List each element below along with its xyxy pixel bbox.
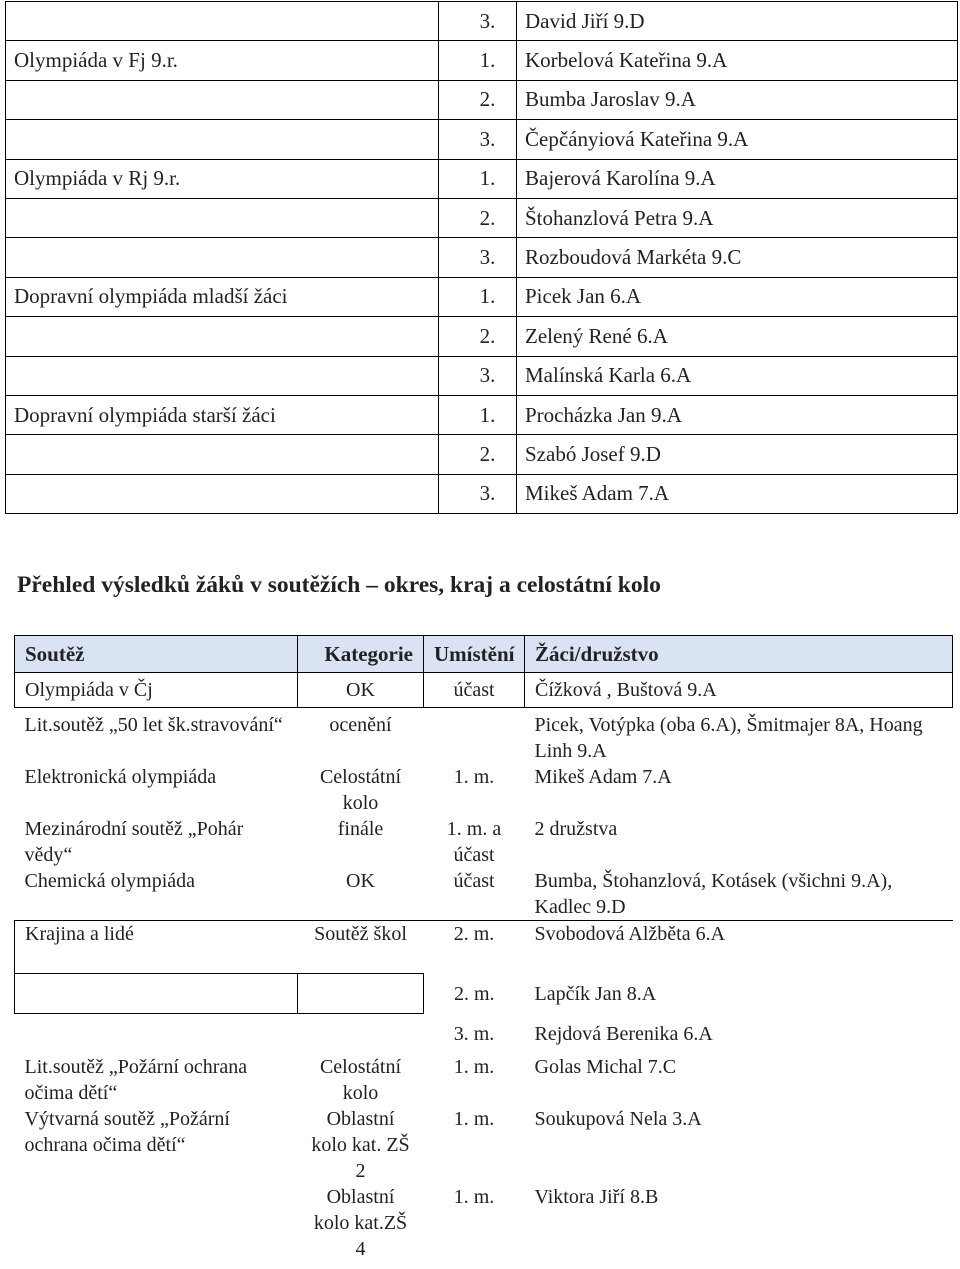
row-placement: 1. m. — [453, 1055, 495, 1078]
row-competition: Olympiáda v Čj — [15, 673, 298, 708]
result-place: 2. — [439, 198, 517, 237]
row-category: Oblastní kolo kat. ZŠ 2 — [311, 1107, 410, 1182]
row-students: Soukupová Nela 3.A — [534, 1107, 702, 1130]
row-competition: Mezinárodní soutěž „Pohár vědy“ — [24, 818, 244, 866]
row-competition: Lit.soutěž „50 let šk.stravování“ — [24, 714, 283, 736]
result-competition: Dopravní olympiáda mladší žáci — [6, 277, 439, 316]
header-placement: Umístění — [424, 636, 525, 673]
result-place: 2. — [439, 80, 517, 119]
row-competition — [15, 1184, 298, 1262]
results-row — [6, 277, 958, 316]
result-competition — [6, 356, 439, 395]
overview-row — [15, 1014, 953, 1054]
result-student: Čepčányiová Kateřina 9.A — [517, 120, 958, 159]
row-students: Mikeš Adam 7.A — [534, 766, 672, 788]
row-competition — [15, 974, 298, 1014]
result-competition — [6, 474, 439, 513]
row-placement — [424, 712, 525, 764]
row-placement: 2. m. — [453, 982, 495, 1005]
results-row — [6, 435, 958, 474]
result-student: Korbelová Kateřina 9.A — [517, 41, 958, 80]
row-competition: Elektronická olympiáda — [24, 766, 217, 788]
result-student: Szabó Josef 9.D — [517, 435, 958, 474]
row-competition: Lit.soutěž „Požární ochrana očima dětí“ — [24, 1055, 248, 1104]
result-competition — [6, 317, 439, 356]
results-row — [6, 41, 958, 80]
row-category — [298, 974, 424, 1014]
results-row — [6, 238, 958, 277]
result-place: 1. — [439, 277, 517, 316]
row-placement: 1. m. — [453, 766, 495, 788]
row-category: Oblastní kolo kat.ZŠ 4 — [313, 1185, 408, 1260]
results-row — [6, 120, 958, 159]
overview-row — [15, 921, 953, 974]
result-place: 3. — [439, 474, 517, 513]
results-row — [6, 356, 958, 395]
row-students: Rejdová Berenika 6.A — [534, 1022, 713, 1045]
result-student: Procházka Jan 9.A — [517, 395, 958, 434]
result-student: Rozboudová Markéta 9.C — [517, 238, 958, 277]
result-student: Bumba Jaroslav 9.A — [517, 80, 958, 119]
overview-row — [15, 712, 953, 764]
section-heading: Přehled výsledků žáků v soutěžích – okres, kraj a celostátní kolo — [17, 572, 661, 598]
result-competition — [6, 435, 439, 474]
result-place: 1. — [439, 41, 517, 80]
row-category: OK — [298, 673, 424, 708]
result-place: 3. — [439, 120, 517, 159]
result-competition — [6, 2, 439, 41]
row-competition — [15, 1014, 298, 1054]
result-competition: Dopravní olympiáda starší žáci — [6, 395, 439, 434]
row-category: ocenění — [329, 714, 392, 736]
overview-table — [14, 635, 953, 1262]
header-students: Žáci/družstvo — [525, 636, 953, 673]
result-place: 3. — [439, 2, 517, 41]
results-row — [6, 317, 958, 356]
results-row — [6, 474, 958, 513]
row-category: finále — [337, 818, 384, 840]
result-place: 2. — [439, 317, 517, 356]
result-student: Picek Jan 6.A — [517, 277, 958, 316]
row-placement: účast — [424, 673, 525, 708]
overview-row — [15, 673, 953, 708]
results-row — [6, 2, 958, 41]
result-student: Bajerová Karolína 9.A — [517, 159, 958, 198]
result-place: 1. — [439, 395, 517, 434]
header-category: Kategorie — [298, 636, 424, 673]
row-category: Celostátní kolo — [319, 1055, 402, 1104]
result-competition: Olympiáda v Fj 9.r. — [6, 41, 439, 80]
result-place: 1. — [439, 159, 517, 198]
results-row — [6, 159, 958, 198]
result-place: 3. — [439, 238, 517, 277]
result-student: Mikeš Adam 7.A — [517, 474, 958, 513]
row-placement: účast — [453, 870, 495, 892]
results-row — [6, 198, 958, 237]
result-student: Malínská Karla 6.A — [517, 356, 958, 395]
row-category: Celostátní kolo — [319, 766, 402, 814]
results-row — [6, 395, 958, 434]
row-students: 2 družstva — [534, 818, 618, 840]
overview-row — [15, 868, 953, 921]
row-students: Čížková , Buštová 9.A — [525, 673, 953, 708]
result-competition — [6, 238, 439, 277]
overview-header-row — [15, 636, 953, 673]
row-category: OK — [346, 870, 375, 892]
row-students: Lapčík Jan 8.A — [534, 982, 657, 1005]
row-students: Golas Michal 7.C — [534, 1055, 677, 1078]
row-category — [298, 1014, 424, 1054]
row-category: Soutěž škol — [298, 921, 424, 974]
row-placement: 1. m. a účast — [446, 818, 502, 866]
row-placement: 2. m. — [424, 921, 525, 974]
row-placement: 1. m. — [453, 1107, 495, 1130]
row-students: Bumba, Štohanzlová, Kotásek (všichni 9.A), Kadlec 9.D — [534, 870, 893, 918]
row-placement: 3. m. — [453, 1022, 495, 1045]
row-students: Svobodová Alžběta 6.A — [525, 921, 953, 974]
result-place: 2. — [439, 435, 517, 474]
overview-row — [15, 1106, 953, 1184]
row-competition: Krajina a lidé — [15, 921, 298, 974]
overview-row — [15, 1184, 953, 1262]
results-row — [6, 80, 958, 119]
row-competition: Výtvarná soutěž „Požární ochrana očima dětí“ — [24, 1107, 230, 1156]
row-students: Picek, Votýpka (oba 6.A), Šmitmajer 8A, Hoang Linh 9.A — [534, 714, 923, 762]
header-competition: Soutěž — [15, 636, 298, 673]
result-student: David Jiří 9.D — [517, 2, 958, 41]
overview-row — [15, 816, 953, 868]
overview-row — [15, 974, 953, 1014]
row-competition: Chemická olympiáda — [24, 870, 196, 892]
result-competition — [6, 198, 439, 237]
result-competition: Olympiáda v Rj 9.r. — [6, 159, 439, 198]
overview-row — [15, 764, 953, 816]
result-place: 3. — [439, 356, 517, 395]
result-competition — [6, 80, 439, 119]
results-table — [5, 1, 958, 514]
row-students: Viktora Jiří 8.B — [534, 1185, 659, 1208]
result-competition — [6, 120, 439, 159]
result-student: Štohanzlová Petra 9.A — [517, 198, 958, 237]
result-student: Zelený René 6.A — [517, 317, 958, 356]
overview-row — [15, 1054, 953, 1106]
row-placement: 1. m. — [453, 1185, 495, 1208]
